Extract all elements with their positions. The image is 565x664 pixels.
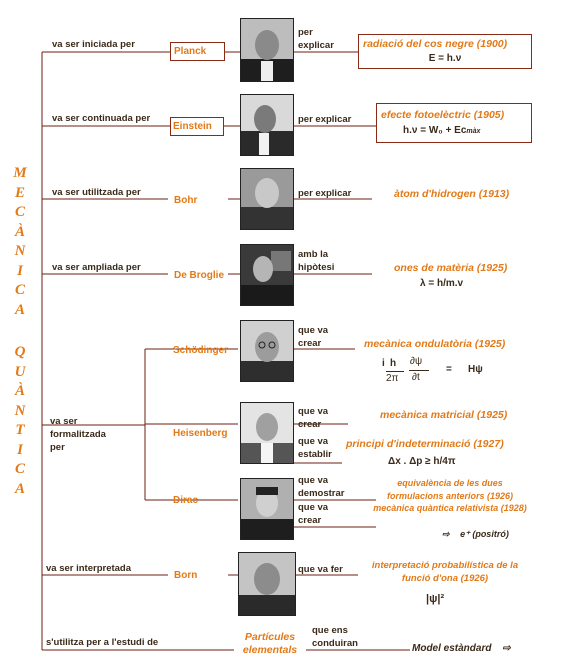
title-letter: A — [14, 301, 25, 318]
link-dirac-2: que va crear — [298, 502, 329, 526]
title-letter: I — [17, 441, 23, 458]
title-mecanica — [10, 164, 30, 320]
result-box-einstein — [376, 103, 532, 143]
title-letter: M — [13, 165, 27, 181]
title-letter: N — [14, 402, 26, 419]
verb-born: va ser interpretada — [46, 563, 132, 574]
portrait-bohr-icon — [241, 169, 293, 229]
name-planck: Planck — [170, 42, 225, 61]
title-letter: I — [17, 262, 23, 279]
result-bohr: àtom d'hidrogen (1913) — [394, 188, 510, 200]
link-heisenberg-2: que va establir — [298, 436, 332, 460]
photo-dirac — [240, 478, 294, 540]
arrow-right-icon: ⇨ — [502, 643, 511, 654]
photo-born — [238, 552, 296, 616]
link-einstein: per explicar — [298, 114, 352, 125]
eq-fraction-bar — [386, 371, 404, 372]
link-particles: que ens conduiran — [312, 625, 358, 649]
name-particles: Partícules elementals — [242, 631, 298, 656]
photo-heisenberg — [240, 402, 294, 464]
name-einstein: Einstein — [170, 117, 224, 136]
result-box-planck — [358, 34, 532, 69]
title-letter: C — [14, 282, 25, 298]
formula-einstein: h.ν = W₀ + Ec — [403, 125, 467, 136]
result-born: interpretació probabilística de la funció d'ona (1926) — [371, 560, 519, 584]
name-born: Born — [174, 570, 198, 581]
link-dirac-1: que va demostrar — [298, 475, 345, 499]
verb-bohr: va ser utilitzada per — [52, 187, 141, 198]
name-bohr: Bohr — [174, 195, 198, 206]
verb-debroglie: va ser ampliada per — [52, 262, 141, 273]
result-heisenberg-2: principi d'indeterminació (1927) — [346, 438, 504, 450]
dirac-extra-line — [442, 529, 509, 540]
result-schrodinger: mecànica ondulatòria (1925) — [364, 338, 506, 350]
result-dirac-1: equivalència de les dues formulacions anteriors (1926) — [386, 478, 514, 501]
title-letter: C — [14, 204, 25, 220]
portrait-schrodinger-icon — [241, 321, 293, 381]
verb-particles: s'utilitza per a l'estudi de — [46, 637, 159, 648]
link-born: que va fer — [298, 564, 343, 575]
eq-equals: = — [446, 364, 452, 375]
extra-dirac: e⁺ (positró) — [460, 529, 509, 539]
formula-planck: E = h.ν — [428, 53, 462, 64]
eq-fraction-bar-2 — [409, 370, 429, 371]
portrait-planck-icon — [241, 19, 293, 81]
formula-born: |ψ|² — [426, 593, 445, 605]
eq-dpsi: ∂ψ — [410, 356, 423, 367]
formula-debroglie: λ = h/m.v — [420, 278, 464, 289]
title-letter: T — [15, 422, 25, 438]
portrait-born-icon — [239, 553, 295, 615]
title-letter: À — [14, 383, 25, 399]
photo-einstein — [240, 94, 294, 156]
link-schrodinger: que va crear — [298, 325, 329, 349]
formula-heisenberg: Δx . Δp ≥ h/4π — [388, 456, 456, 467]
link-planck: per explicar — [298, 27, 334, 51]
title-letter: À — [14, 223, 25, 240]
name-dirac: Dirac — [173, 495, 199, 506]
portrait-einstein-icon — [241, 95, 293, 155]
portrait-dirac-icon — [241, 479, 293, 539]
result-dirac-2: mecànica quàntica relativista (1928) — [373, 503, 527, 513]
title-letter: C — [14, 461, 25, 477]
name-schrodinger: Schödinger — [173, 345, 229, 356]
photo-planck — [240, 18, 294, 82]
portrait-heisenberg-icon — [241, 403, 293, 463]
formula-einstein-wrap — [403, 125, 531, 136]
photo-bohr — [240, 168, 294, 230]
verb-planck: va ser iniciada per — [52, 39, 135, 50]
result-heisenberg-1: mecànica matricial (1925) — [380, 409, 508, 421]
result-einstein: efecte fotoelèctric (1905) — [381, 109, 505, 121]
result-particles-line — [412, 643, 511, 654]
name-heisenberg: Heisenberg — [173, 428, 228, 439]
title-letter: E — [14, 184, 25, 201]
photo-debroglie — [240, 244, 294, 306]
result-debroglie: ones de matèria (1925) — [394, 262, 508, 274]
link-debroglie: amb la hipòtesi — [298, 249, 335, 273]
result-particles: Model estàndard — [412, 643, 492, 654]
verb-formalitzada: va ser formalitzada per — [50, 416, 106, 453]
result-planck: radiació del cos negre (1900) — [363, 38, 508, 50]
photo-schrodinger — [240, 320, 294, 382]
eq-i: i — [382, 358, 385, 369]
title-letter: A — [14, 480, 25, 497]
eq-2pi: 2π — [386, 373, 399, 384]
formula-einstein-sub: màx — [466, 128, 481, 135]
arrow-right-icon: ⇨ — [442, 529, 450, 539]
title-letter: U — [14, 363, 26, 380]
verb-einstein: va ser continuada per — [52, 113, 151, 124]
eq-rhs: Hψ — [468, 364, 483, 375]
equation-schrodinger — [380, 354, 500, 388]
link-heisenberg-1: que va crear — [298, 406, 329, 430]
title-letter: N — [14, 243, 26, 259]
eq-dt: ∂t — [412, 372, 420, 383]
eq-h: h — [390, 358, 397, 369]
link-bohr: per explicar — [298, 188, 352, 199]
name-debroglie: De Broglie — [174, 270, 225, 281]
title-quantica — [10, 343, 30, 499]
portrait-debroglie-icon — [241, 245, 293, 305]
title-letter: Q — [14, 344, 26, 360]
